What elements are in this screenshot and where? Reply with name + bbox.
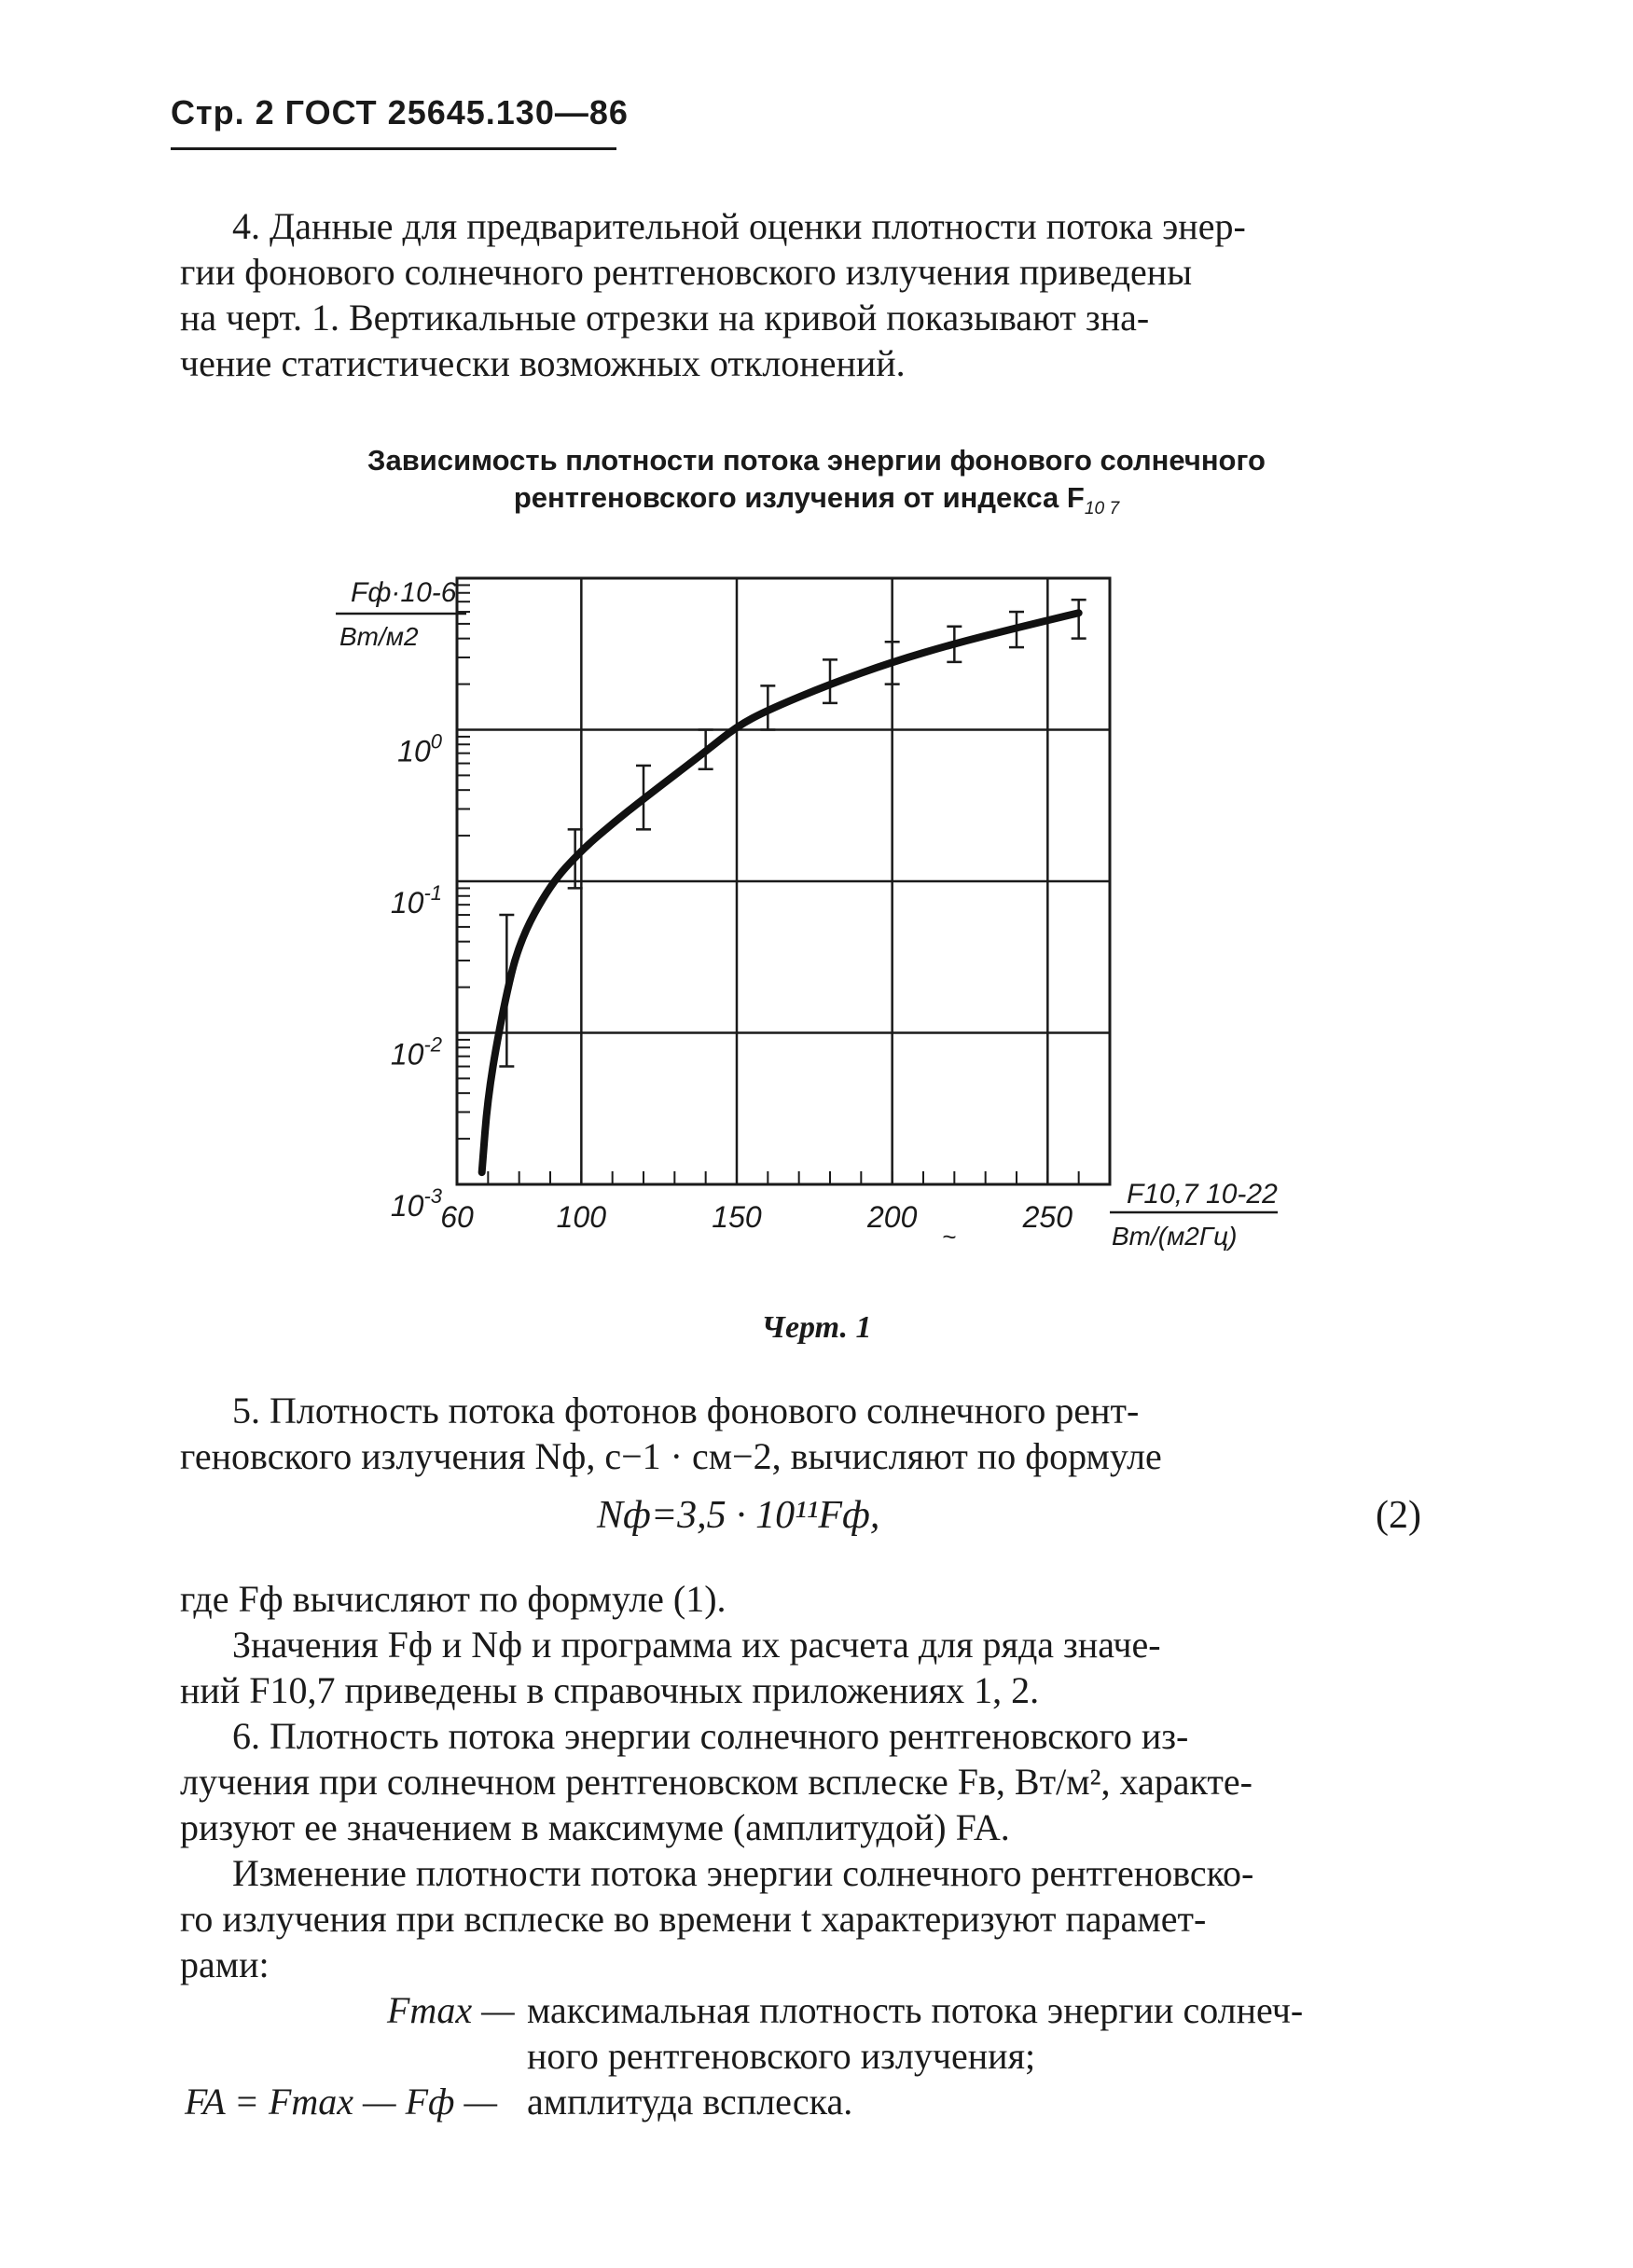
chart-y-tick-label: $10^{-3}$ [390,1184,442,1223]
text-line: Значения Fф и Nф и программа их расчета для ряда значе- [232,1624,1161,1666]
chart [308,560,1315,1268]
chart-curve [482,613,1079,1172]
chart-title-line-2-sub: 10 7 [1084,499,1120,519]
chart-x-tick-labels [440,1200,1073,1234]
chart-x-tick-label: 100 [556,1200,607,1234]
paragraph-5-line-2: геновского излучения Nф, с−1 · см−2, вычисляют по формуле [180,1435,1162,1477]
chart-x-tick-label: 200 [866,1200,918,1234]
definition-fa-term: FA = Fmax — Fф — [185,2081,498,2123]
formula-2-expression: Nф=3,5 · 10¹¹Fф, [597,1494,880,1537]
chart-error-bars [499,600,1086,1066]
paragraph-after-formula [180,1576,1450,1713]
chart-x-tick-label: 150 [712,1200,762,1234]
chart-y-tick-labels [391,730,443,1224]
text-line: где Fф вычисляют по формуле (1). [180,1578,727,1620]
paragraph-4-line: 4. Данные для предварительной оценки плотности потока энер- [232,205,1246,247]
chart-title-line-2 [0,479,1633,528]
chart-x-axis-unit: Вт/(м2Гц) [1112,1222,1238,1251]
text-line: ний F10,7 приведены в справочных приложениях 1, 2. [180,1669,1040,1711]
header-rule [171,147,616,150]
paragraph-4-line: гии фонового солнечного рентгеновского излучения приведены [180,251,1193,293]
chart-y-axis-unit: Вт/м2 [339,622,419,651]
chart-title-line-1: Зависимость плотности потока энергии фонового солнечного [367,444,1266,477]
chart-y-tick-label: $10^{-1}$ [390,881,442,920]
definition-fmax-term: Fmax — [387,1989,515,2031]
chart-x-tick-label: 250 [1022,1200,1073,1234]
paragraph-4-line: на черт. 1. Вертикальные отрезки на кривой показывают зна- [180,297,1150,339]
paragraph-4-line: чение статистически возможных отклонений. [180,342,906,384]
definition-fa-text: амплитуда всплеска. [527,2081,853,2123]
paragraph-7-line: го излучения при всплеске во времени t характеризуют парамет- [180,1898,1207,1940]
chart-y-tick-label: $10^{-2}$ [390,1032,442,1072]
chart-title-line-2-text: рентгеновского излучения от индекса F [513,481,1085,514]
paragraph-6-line: лучения при солнечном рентгеновском всплеске Fв, Вт/м², характе- [180,1761,1252,1803]
paragraph-7-line: Изменение плотности потока энергии солнечного рентгеновско- [232,1852,1254,1894]
definition-fmax-cont [180,2033,1486,2079]
chart-x-axis-label: F10,7 10-22 [1127,1179,1278,1210]
chart-y-axis-label: Fф·10-6 [351,577,457,608]
definition-fmax [180,1987,1486,2033]
definition-fmax-text-cont: ного рентгеновского излучения; [527,2035,1036,2077]
paragraph-5-line-1: 5. Плотность потока фотонов фонового солнечного рент- [232,1390,1140,1431]
paragraph-4 [180,203,1450,386]
definitions-list [180,1987,1486,2124]
paragraph-5 [180,1388,1450,1479]
definition-fa [180,2079,1486,2124]
paragraph-6-line: ризуют ее значением в максимуме (амплитудой) FA. [180,1806,1010,1848]
page-header: Стр. 2 ГОСТ 25645.130—86 [171,93,629,131]
paragraph-7-line: рами: [180,1943,270,1985]
chart-title [0,442,1633,528]
chart-y-tick-label: $10^0$ [397,729,442,768]
paragraph-6 [180,1713,1450,1850]
definition-fmax-text: максимальная плотность потока энергии солнеч- [527,1989,1304,2031]
paragraph-7 [180,1850,1450,1987]
figure-label: Черт. 1 [761,1310,872,1345]
paragraph-6-line: 6. Плотность потока энергии солнечного рентгеновского из- [232,1715,1189,1757]
chart-stray-mark: ~ [942,1223,957,1251]
chart-x-tick-label: 60 [440,1200,474,1234]
formula-2-number: (2) [1376,1494,1421,1537]
